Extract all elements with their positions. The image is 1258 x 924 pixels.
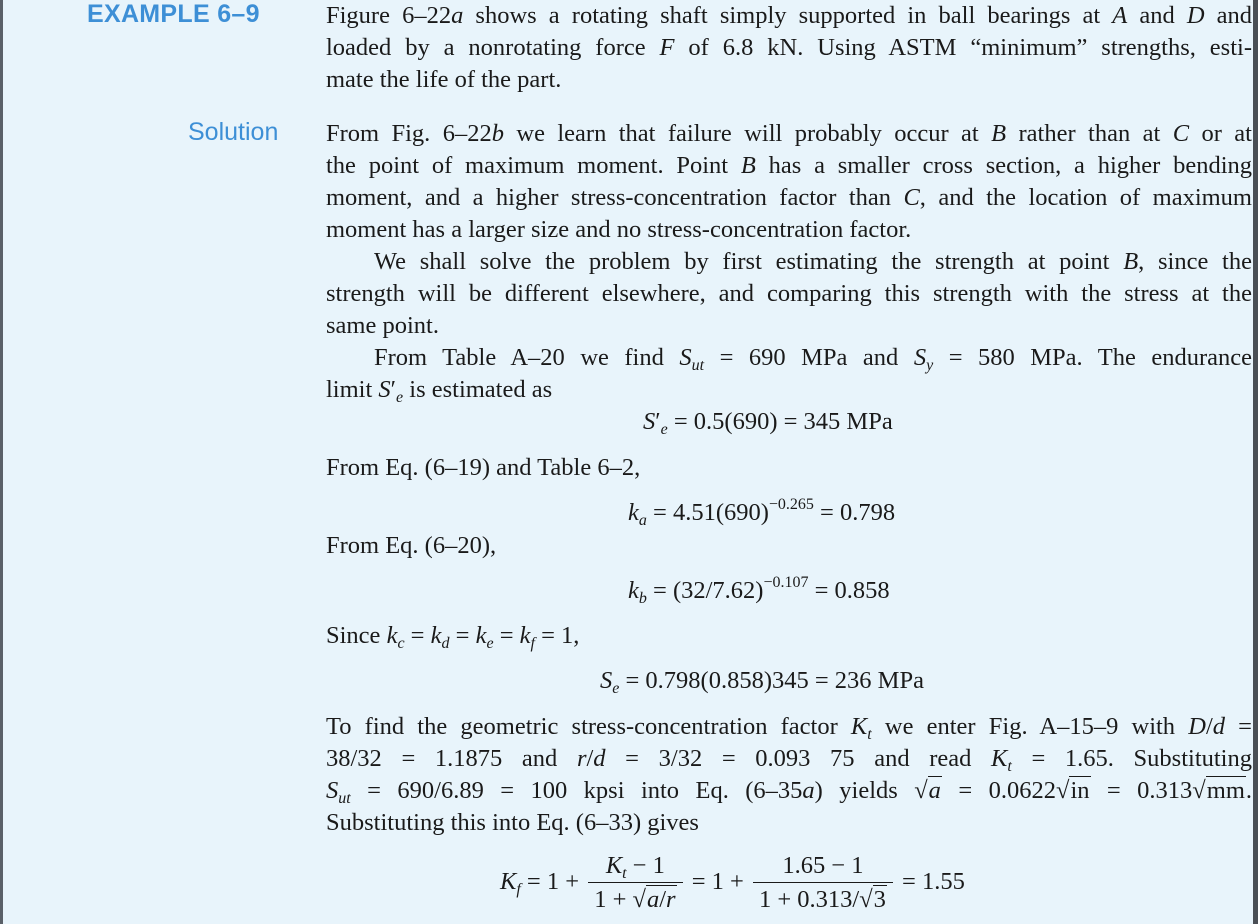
equation-kb: $k_b = (32/7.62)^{-0.107} = 0.858$	[628, 574, 890, 607]
text-line: Substituting this into Eq. (6–33) gives	[326, 809, 699, 836]
text-line: moment has a larger size and no stress-concentration factor.	[326, 216, 912, 243]
equation-kf: $K_f = 1$ + $\frac{K_t - 1}{1 + √a/r}$ = 1 + $\frac{1.65 - 1}{1 + 0.313/√3}$ = 1.55	[500, 850, 965, 917]
text-line: loaded by a nonrotating force F of 6.8 kN. Using ASTM “minimum” strengths, esti-	[326, 34, 1252, 61]
text-line: same point.	[326, 312, 439, 339]
text-line: From Table A–20 we find $S_{ut} = 690$ MPa and $S_y = 580$ MPa. The endurance	[374, 344, 1252, 374]
page-edge-left	[0, 0, 3, 924]
example-label: EXAMPLE 6–9	[87, 0, 260, 28]
text-line: the point of maximum moment. Point B has a smaller cross section, a higher bending	[326, 152, 1252, 179]
text-line: Since $k_c = k_d = k_e = k_f = 1$,	[326, 622, 580, 652]
text-line: From Eq. (6–20),	[326, 532, 497, 559]
text-line: To find the geometric stress-concentration factor $K_t$ we enter Fig. A–15–9 with D/d =	[326, 713, 1252, 743]
text-line: moment, and a higher stress-concentration factor than C, and the location of maximum	[326, 184, 1252, 211]
text-line: Figure 6–22a shows a rotating shaft simply supported in ball bearings at A and D and	[326, 2, 1253, 29]
text-line: We shall solve the problem by first estimating the strength at point B, since the	[374, 248, 1252, 275]
equation-ka: $k_a = 4.51(690)^{-0.265} = 0.798$	[628, 496, 896, 529]
text-line: strength will be different elsewhere, and comparing this strength with the stress at the	[326, 280, 1252, 307]
solution-label: Solution	[188, 118, 279, 146]
text-line: $S_{ut} = 690/6.89 = 100$ kpsi into Eq. (6–35a) yields √a = 0.0622√in = 0.313√mm.	[326, 777, 1253, 807]
equation-se: $S_e = 0.798(0.858)345 = 236$ MPa	[600, 667, 924, 697]
text-line: limit $S'_e$ is estimated as	[326, 376, 553, 406]
text-line: mate the life of the part.	[326, 66, 562, 93]
page-edge-right	[1253, 0, 1258, 924]
text-line: 38/32 = 1.1875 and r/d = 3/32 = 0.093 75 and read $K_t = 1.65$. Substituting	[326, 745, 1252, 775]
equation-endurance-limit: $S'_e = 0.5(690) = 345$ MPa	[643, 408, 893, 438]
text-line: From Eq. (6–19) and Table 6–2,	[326, 454, 641, 481]
text-line: From Fig. 6–22b we learn that failure will probably occur at B rather than at C or at	[326, 120, 1252, 147]
